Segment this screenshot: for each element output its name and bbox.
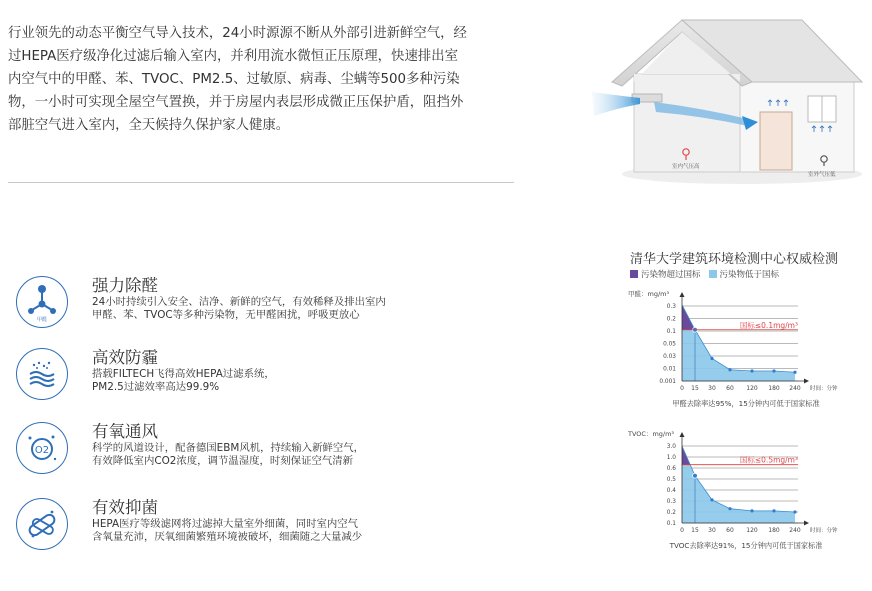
y-axis-arrow [680, 292, 685, 297]
y-tick-label: 0.01 [663, 366, 676, 373]
intro-paragraph [8, 22, 520, 137]
indoor-pressure-label: 室内气压高 [672, 164, 700, 170]
feature-title: 有氧通风 [92, 422, 158, 441]
chart-panel-title: 清华大学建筑环境检测中心权威检测 [630, 252, 839, 267]
chart-caption: TVOC去除率达91%，15分钟内可低于国家标准 [669, 541, 823, 550]
data-point [750, 509, 753, 512]
x-tick-label: 15 [691, 527, 699, 534]
feature-desc-line: PM2.5过滤效率高达99.9% [92, 380, 220, 393]
data-point [793, 510, 796, 513]
x-tick-label: 180 [768, 527, 780, 534]
x-axis-arrow [804, 521, 809, 526]
y-tick-label: 0.001 [659, 379, 676, 385]
x-tick-label: 0 [680, 527, 684, 534]
x-tick-label: 240 [789, 527, 801, 534]
y-tick-label: 0.5 [666, 477, 676, 483]
feature-antibacterial [16, 494, 476, 556]
legend-item [709, 268, 780, 280]
intro-line: 行业领先的动态平衡空气导入技术，24小时源源不断从外部引进新鲜空气，经 [8, 26, 467, 41]
feature-desc-line: 甲醛、苯、TVOC等多种污染物，无甲醛困扰，呼吸更放心 [92, 308, 360, 321]
intro-line: 物，一小时可实现全屋空气置换，并于房屋内表层形成微正压保护盾，阻挡外 [8, 95, 464, 110]
feature-desc [92, 518, 362, 543]
feature-desc [92, 368, 275, 393]
legend-swatch [630, 270, 638, 278]
feature-desc-line: 24小时持续引入安全、洁净、新鲜的空气，有效稀释及排出室内 [92, 296, 386, 308]
x-axis-label: 时间：分钟 [810, 386, 838, 392]
tvoc-chart [626, 426, 872, 556]
legend-item [630, 268, 701, 280]
x-tick-label: 120 [746, 385, 758, 392]
icon-text: O2 [34, 445, 50, 456]
x-tick-label: 15 [691, 385, 699, 392]
data-point [750, 369, 753, 372]
intro-line: 部脏空气进入室内，全天候持久保护家人健康。 [8, 118, 290, 133]
x-tick-label: 180 [768, 385, 780, 392]
y-tick-label: 3.0 [666, 444, 676, 450]
feature-title: 有效抑菌 [92, 498, 158, 517]
y-tick-label: 0.6 [666, 466, 676, 472]
formaldehyde-molecule-icon [16, 276, 68, 328]
feature-anti-haze [16, 344, 476, 406]
x-tick-label: 0 [680, 385, 684, 392]
legend-label: 污染物低于国标 [719, 270, 780, 280]
y-tick-label: 0.2 [666, 316, 676, 323]
outdoor-pressure-label: 室外气压低 [808, 172, 836, 178]
x-tick-label: 240 [789, 385, 801, 392]
filter-layers-icon [16, 348, 68, 400]
feature-formaldehyde [16, 272, 476, 334]
y-tick-label: 0.1 [666, 521, 676, 527]
feature-title: 高效防霾 [92, 348, 158, 367]
feature-desc [92, 296, 386, 321]
data-point [772, 369, 775, 372]
oxygen-icon [16, 422, 68, 474]
y-axis-label: 甲醛：mg/m³ [628, 290, 670, 298]
series-area [682, 305, 795, 381]
y-tick-label: 0.05 [663, 341, 676, 348]
intro-line: 内空气中的甲醛、苯、TVOC、PM2.5、过敏原、病毒、尘螨等500多种污染 [8, 72, 460, 87]
chart-caption: 甲醛去除率达95%，15分钟内可低于国家标准 [672, 399, 820, 408]
legend-label: 污染物超过国标 [641, 270, 701, 280]
data-point [772, 509, 775, 512]
chart-legend [630, 268, 787, 280]
y-tick-label: 0.3 [666, 499, 676, 505]
bacteria-icon [16, 498, 68, 550]
icon-text: 甲醛 [36, 317, 48, 322]
feature-desc-line: 科学的风道设计，配备德国EBM风机，持续输入新鲜空气， [92, 442, 365, 454]
y-axis-label: TVOC：mg/m³ [628, 430, 675, 438]
data-point [793, 371, 796, 374]
x-tick-label: 120 [746, 527, 758, 534]
x-axis-label: 时间：分钟 [810, 528, 838, 534]
data-point [710, 357, 713, 360]
data-point [728, 368, 731, 371]
section-divider [8, 182, 514, 183]
feature-title: 强力除醛 [92, 276, 158, 295]
y-tick-label: 0.4 [666, 488, 676, 494]
data-point [693, 473, 698, 478]
feature-desc [92, 442, 364, 467]
y-tick-label: 0.2 [666, 510, 676, 516]
feature-desc-line: HEPA医疗等级滤网将过滤掉大量室外细菌，同时室内空气 [92, 518, 359, 530]
y-tick-label: 1.0 [666, 455, 676, 461]
feature-desc-line: 搭载FILTECH飞得高效HEPA过滤系统， [92, 368, 275, 380]
legend-swatch [709, 270, 717, 278]
standard-label: 国标≤0.1mg/m³ [739, 320, 798, 330]
formaldehyde-chart [626, 284, 872, 414]
feature-desc-line: 含氧量充沛，厌氧细菌繁殖环境被破坏，细菌随之大量减少 [92, 530, 363, 543]
feature-oxygen [16, 418, 476, 480]
feature-desc-line: 有效降低室内CO2浓度，调节温湿度，时刻保证空气清新 [92, 454, 354, 467]
standard-label: 国标≤0.5mg/m³ [739, 455, 798, 465]
y-tick-label: 0.3 [666, 304, 676, 310]
y-tick-label: 0.03 [663, 354, 676, 360]
intro-line: 过HEPA医疗级净化过滤后输入室内，并利用流水微恒正压原理，快速排出室 [8, 49, 459, 64]
x-axis-arrow [804, 379, 809, 384]
x-tick-label: 60 [726, 385, 734, 392]
x-tick-label: 30 [708, 527, 716, 534]
y-axis-arrow [680, 432, 685, 437]
x-tick-label: 30 [708, 385, 716, 392]
house-airflow-illustration [592, 12, 864, 187]
data-point [710, 498, 713, 501]
x-tick-label: 60 [726, 527, 734, 534]
y-tick-label: 0.1 [666, 329, 676, 335]
data-point [728, 507, 731, 510]
